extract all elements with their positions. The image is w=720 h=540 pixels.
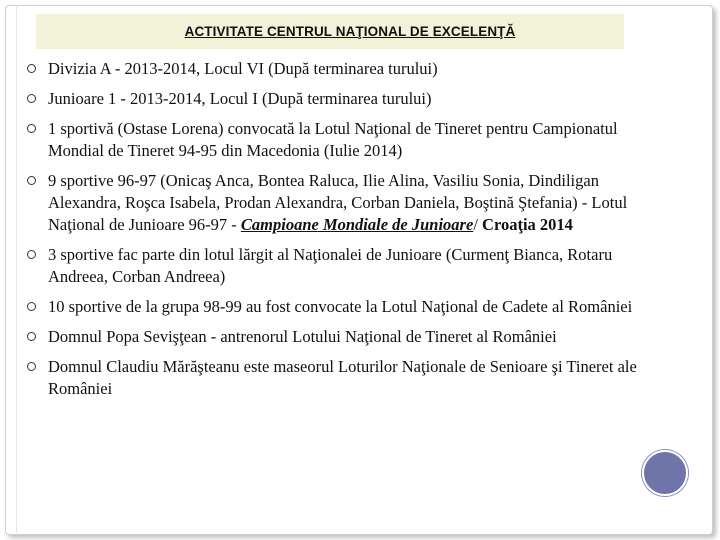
bullet-text: Divizia A - 2013-2014, Locul VI (După terminarea turului)	[48, 59, 438, 78]
bullet-text: Junioare 1 - 2013-2014, Locul I (După terminarea turului)	[48, 89, 432, 108]
bullet-text: 9 sportive 96-97 (Onicaş Anca, Bontea Raluca, Ilie Alina, Vasiliu Sonia, Dindiligan Alexandra, Roşca Isabela, Prodan Alexandra, Corban Daniela, Boştină Ştefania) - Lotul Naţional de Junioare 96-97 -	[48, 171, 628, 234]
bullet-text: 10 sportive de la grupa 98-99 au fost convocate la Lotul Naţional de Cadete al României	[48, 297, 633, 316]
slide-title: ACTIVITATE CENTRUL NAŢIONAL DE EXCELENŢĂ	[184, 24, 516, 39]
bullet-circle-icon	[27, 124, 36, 133]
bullet-item	[27, 88, 667, 110]
bullet-item	[27, 118, 667, 162]
slide-left-rule	[16, 5, 17, 533]
bullet-text: Domnul Claudiu Mărăşteanu este maseorul Loturilor Naţionale de Senioare şi Tineret ale României	[48, 357, 637, 398]
bullet-item	[27, 58, 667, 80]
bullet-circle-icon	[27, 302, 36, 311]
bullet-item	[27, 170, 667, 236]
bullet-bold-tail: Croaţia 2014	[482, 215, 573, 234]
bullet-separator: /	[473, 215, 483, 234]
bullet-item	[27, 356, 667, 400]
bullet-text: Domnul Popa Sevişţean - antrenorul Lotului Naţional de Tineret al României	[48, 327, 557, 346]
bullet-circle-icon	[27, 250, 36, 259]
decor-circle-icon	[642, 450, 688, 496]
title-band	[36, 14, 624, 49]
bullet-item	[27, 296, 667, 318]
bullet-text: 1 sportivă (Ostase Lorena) convocată la Lotul Naţional de Tineret pentru Campionatul Mondial de Tineret 94-95 din Macedonia (Iulie 2014)	[48, 119, 618, 160]
bullet-list	[27, 58, 667, 408]
bullet-emphasis: Campioane Mondiale de Junioare	[240, 215, 474, 234]
bullet-circle-icon	[27, 332, 36, 341]
bullet-circle-icon	[27, 176, 36, 185]
bullet-item	[27, 244, 667, 288]
bullet-circle-icon	[27, 362, 36, 371]
bullet-circle-icon	[27, 94, 36, 103]
bullet-text: 3 sportive fac parte din lotul lărgit al Naţionalei de Junioare (Curmenţ Bianca, Rotaru Andreea, Corban Andreea)	[48, 245, 613, 286]
bullet-item	[27, 326, 667, 348]
bullet-circle-icon	[27, 64, 36, 73]
